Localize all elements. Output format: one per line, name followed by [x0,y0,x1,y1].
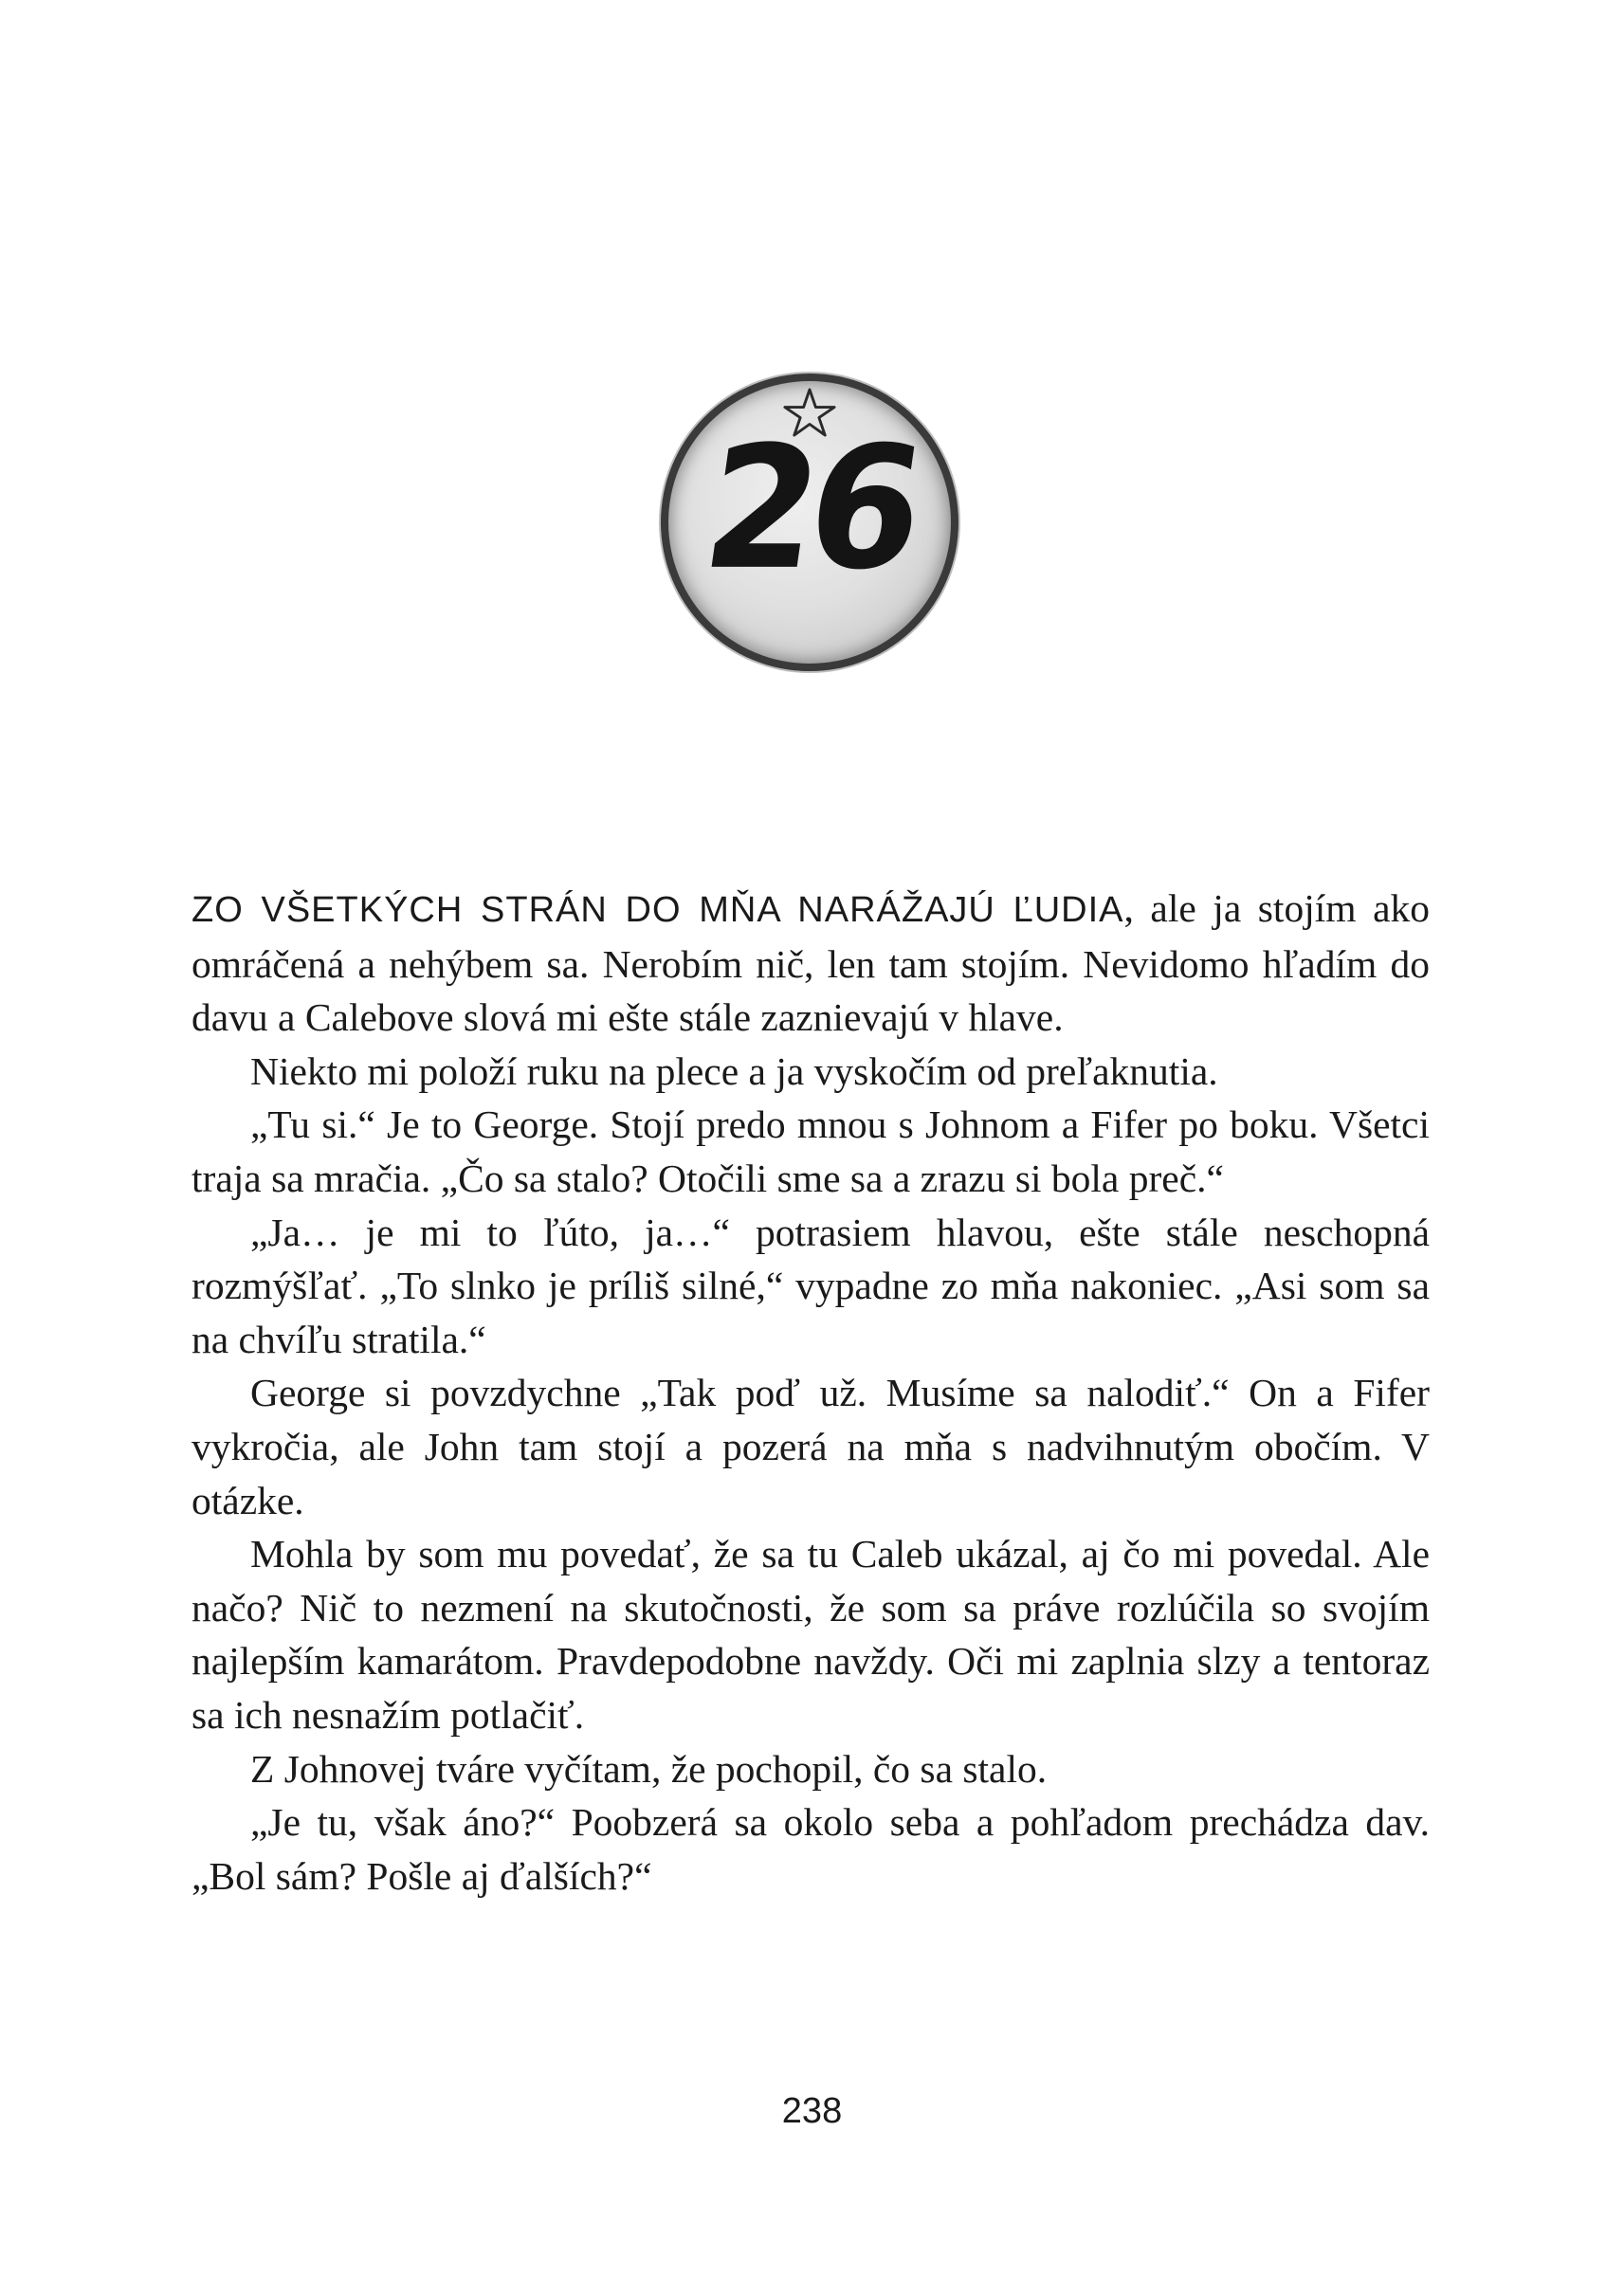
paragraph-7: Z Johnovej tváre vyčítam, že pochopil, čo sa stalo. [250,1746,1048,1791]
paragraph-3: „Tu si.“ Je to George. Stojí predo mnou s Johnom a Fifer po boku. Všetci traja sa mračia. „Čo sa stalo? Otočili sme sa a zrazu si bola preč.“ [192,1102,1430,1200]
paragraph-4: „Ja… je mi to ľúto, ja…“ potrasiem hlavou, ešte stále neschopná rozmýšľať. „To slnko je príliš silné,“ vypadne zo mňa nakoniec. „Asi som sa na chvíľu stratila.“ [192,1210,1430,1361]
lead-caps: ZO VŠETKÝCH STRÁN DO MŇA NARÁŽAJÚ ĽUDIA [192,890,1124,930]
chapter-number: 26 [693,410,926,608]
paragraph-1 [192,882,1430,1045]
paragraph-5: George si povzdychne „Tak poď už. Musíme sa nalodiť.“ On a Fifer vykročia, ale John tam stojí a pozerá na mňa s nadvihnutým obočím. V otázke. [192,1371,1430,1522]
page-number: 238 [781,2091,843,2131]
chapter-emblem [661,373,958,671]
paragraph-2: Niekto mi položí ruku na plece a ja vyskočím od preľaknutia. [250,1048,1218,1093]
paragraph-1-text: , ale ja stojím ako omráčená a nehýbem sa. Nerobím nič, len tam stojím. Nevidomo hľadím do davu a Calebove slová mi ešte stále zaznievajú v hlave. [192,886,1430,1040]
paragraph-6: Mohla by som mu povedať, že sa tu Caleb ukázal, aj čo mi povedal. Ale načo? Nič to nezmení na skutočnosti, že som sa práve rozlúčila so svojím najlepším kamarátom. Pravdepodobne navždy. Oči mi zaplnia slzy a tentoraz sa ich nesnažím potlačiť. [192,1532,1430,1737]
paragraph-8: „Je tu, však áno?“ Poobzerá sa okolo seba a pohľadom prechádza dav. „Bol sám? Pošle aj ďalších?“ [192,1800,1430,1898]
chapter-text [192,882,1430,1903]
